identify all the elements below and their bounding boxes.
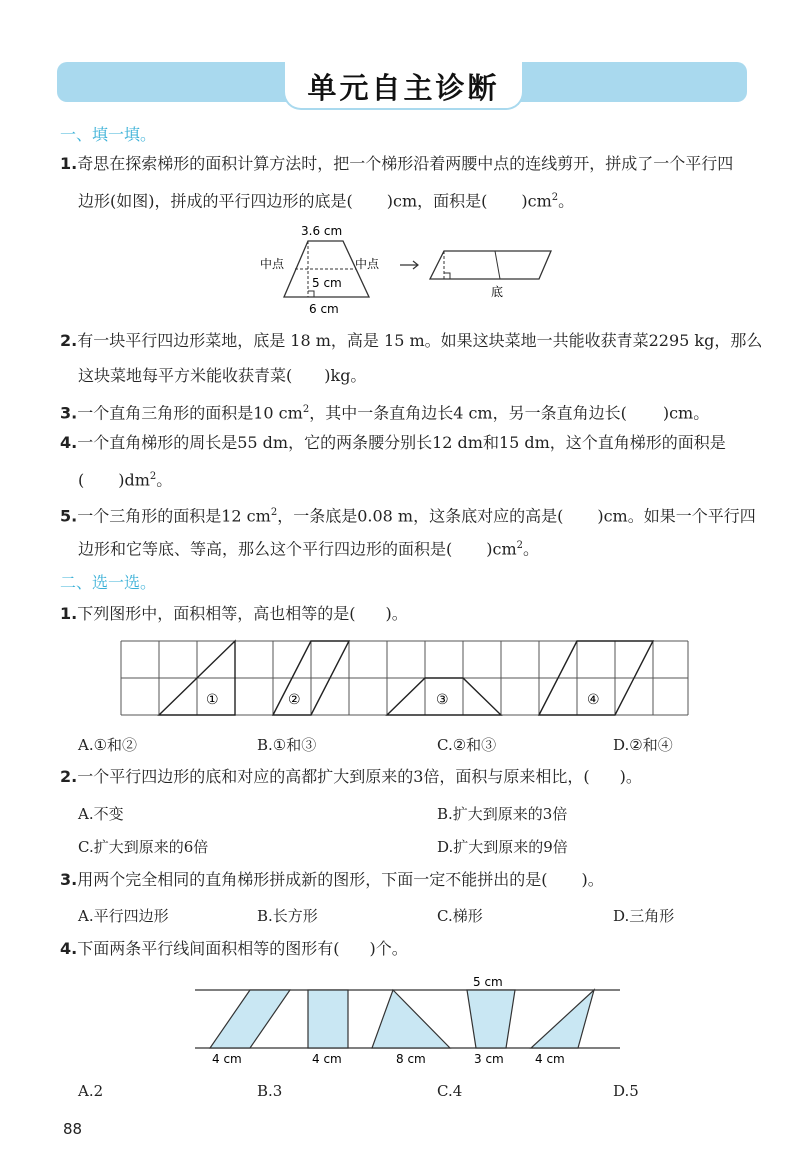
figure-parallelogram	[210, 990, 290, 1048]
option-a[interactable]: A.①和②	[78, 736, 138, 754]
midpoint-label-left: 中点	[260, 257, 285, 271]
page-title: 单元自主诊断	[307, 71, 500, 105]
option-b[interactable]: B.3	[257, 1082, 283, 1100]
question-5-line2: 边形和它等底、等高，那么这个平行四边形的面积是( )$cm^2$。	[78, 539, 540, 559]
option-d[interactable]: D.扩大到原来的9倍	[437, 838, 568, 856]
question-4-line2: ( )$dm^2$。	[78, 470, 173, 490]
parallelogram-shape	[430, 251, 551, 279]
option-a[interactable]: A.2	[78, 1082, 104, 1100]
choice-question-4: 4.下面两条平行线间面积相等的图形有( )个。	[60, 939, 408, 958]
choice-question-2: 2.一个平行四边形的底和对应的高都扩大到原来的3倍，面积与原来相比，( )。	[60, 767, 642, 786]
option-c[interactable]: C.扩大到原来的6倍	[78, 838, 209, 856]
figure-triangle-1	[372, 990, 450, 1048]
figure-trapezoid	[467, 990, 515, 1048]
question-2-line2: 这块菜地每平方米能收获青菜( )kg。	[78, 366, 367, 385]
shape-label-2: ②	[288, 692, 301, 708]
choice-question-3: 3.用两个完全相同的直角梯形拼成新的图形，下面一定不能拼出的是( )。	[60, 870, 604, 889]
base-label-1: 4 cm	[212, 1052, 242, 1066]
figure-rectangle	[308, 990, 348, 1048]
option-a[interactable]: A.不变	[78, 805, 124, 823]
shape-label-4: ④	[587, 692, 600, 708]
question-4: 4.一个直角梯形的周长是55 dm，它的两条腰分别长12 dm和15 dm，这个直角梯形的面积是	[60, 433, 726, 452]
right-angle-mark	[308, 291, 314, 297]
option-d[interactable]: D.5	[613, 1082, 639, 1100]
section-choose: 二、选一选。	[60, 573, 157, 592]
option-d[interactable]: D.三角形	[613, 907, 675, 925]
midpoint-label-right: 中点	[355, 257, 380, 271]
option-c[interactable]: C.4	[437, 1082, 463, 1100]
cut-line	[495, 251, 500, 279]
shape-label-3: ③	[436, 692, 449, 708]
right-angle-mark	[444, 273, 450, 279]
option-c[interactable]: C.②和③	[437, 736, 497, 754]
option-c[interactable]: C.梯形	[437, 907, 483, 925]
bottom-length-label: 6 cm	[309, 302, 339, 316]
top-label: 5 cm	[473, 975, 503, 989]
question-2: 2.有一块平行四边形菜地，底是 18 m，高是 15 m。如果这块菜地一共能收获青菜2295 kg，那么	[60, 331, 763, 350]
page-number: 88	[63, 1120, 83, 1138]
height-label: 5 cm	[312, 276, 342, 290]
base-label-2: 4 cm	[312, 1052, 342, 1066]
figure-triangle-2	[531, 990, 594, 1048]
base-label: 底	[491, 285, 504, 299]
question-3: 3.一个直角三角形的面积是10 $cm^2$，其中一条直角边长4 cm，另一条直角边长( )cm。	[60, 403, 710, 423]
section-fill-in: 一、填一填。	[60, 125, 157, 144]
question-1: 1.奇思在探索梯形的面积计算方法时，把一个梯形沿着两腰中点的连线剪开，拼成了一个平行四	[60, 154, 734, 173]
option-d[interactable]: D.②和④	[613, 736, 673, 754]
trapezoid-figure	[250, 220, 570, 320]
option-b[interactable]: B.长方形	[257, 907, 318, 925]
parallel-lines-figure	[190, 970, 630, 1070]
question-number: 1.	[60, 154, 78, 173]
shape-label-1: ①	[206, 692, 219, 708]
question-1-line2: 边形(如图)，拼成的平行四边形的底是( )cm，面积是( )$cm^2$。	[78, 191, 575, 211]
option-a[interactable]: A.平行四边形	[78, 907, 169, 925]
question-5: 5.一个三角形的面积是12 $cm^2$，一条底是0.08 m，这条底对应的高是( )cm。如果一个平行四	[60, 506, 756, 526]
option-b[interactable]: B.扩大到原来的3倍	[437, 805, 568, 823]
choice-question-1: 1.下列图形中，面积相等，高也相等的是( )。	[60, 604, 408, 623]
option-b[interactable]: B.①和③	[257, 736, 317, 754]
grid-figure	[118, 638, 693, 720]
base-label-3: 8 cm	[396, 1052, 426, 1066]
base-label-4: 3 cm	[474, 1052, 504, 1066]
top-length-label: 3.6 cm	[301, 224, 343, 238]
base-label-5: 4 cm	[535, 1052, 565, 1066]
